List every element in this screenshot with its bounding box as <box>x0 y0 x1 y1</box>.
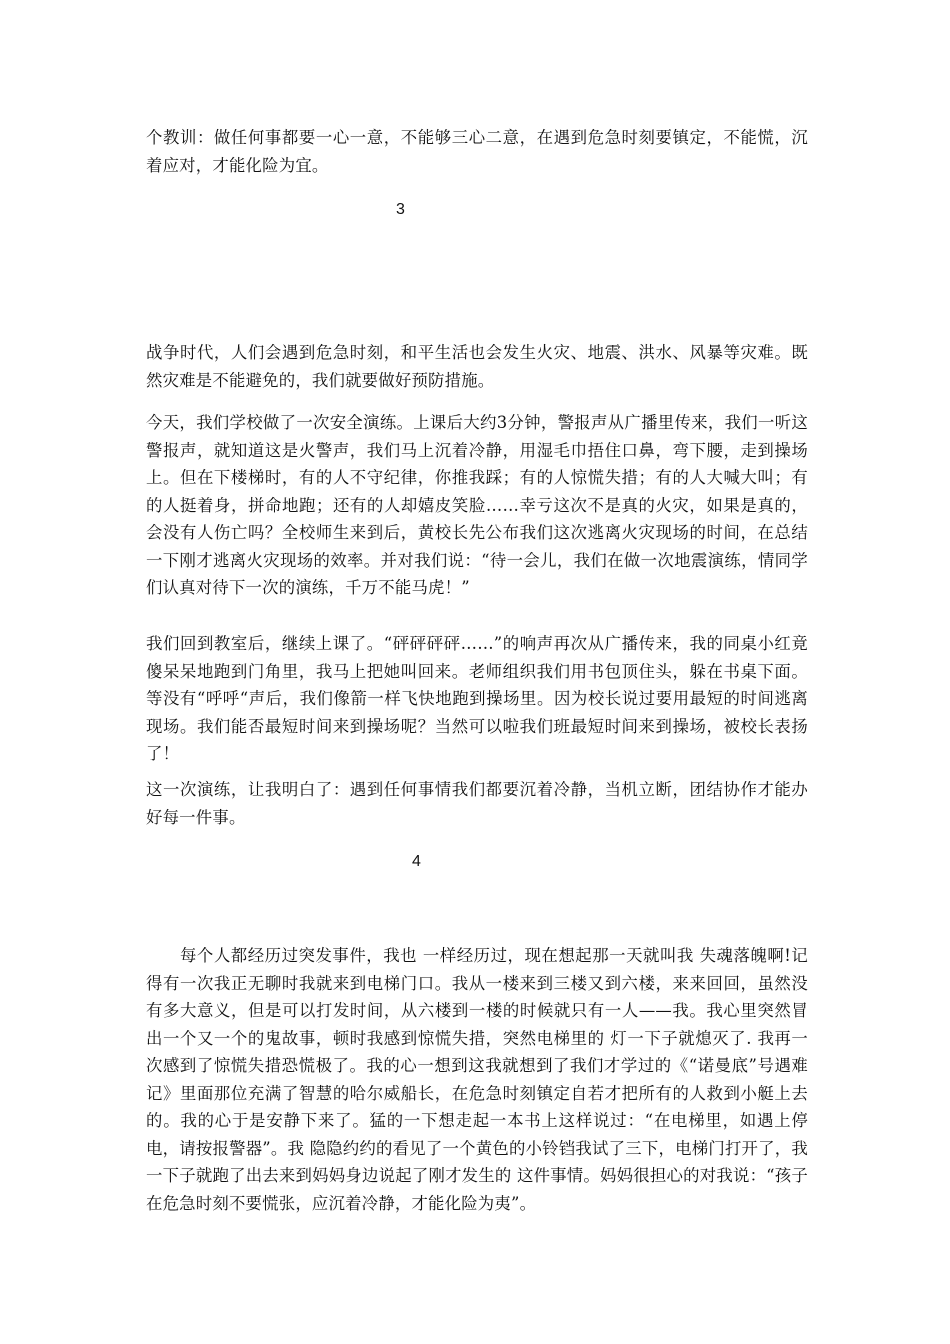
section3-paragraph-1: 战争时代，人们会遇到危急时刻，和平生活也会发生火灾、地震、洪水、风暴等灾难。既然灾难是不能避免的，我们就要做好预防措施。 <box>146 343 808 390</box>
section3-paragraph-3: 我们回到教室后，继续上课了。“砰砰砰砰……”的响声再次从广播传来，我的同桌小红竟傻呆呆地跑到门角里，我马上把她叫回来。老师组织我们用书包顶住头，躲在书桌下面。等没有“呼呼“声后，我们像箭一样飞快地跑到操场里。因为校长说过要用最短的时间逃离现场。我们能否最短时间来到操场呢？当然可以啦我们班最短时间来到操场，被校长表扬了！ <box>146 634 808 763</box>
section3-paragraph-2: 今天，我们学校做了一次安全演练。上课后大约3分钟，警报声从广播里传来，我们一听这警报声，就知道这是火警声，我们马上沉着冷静，用湿毛巾捂住口鼻，弯下腰，走到操场上。但在下楼梯时，有的人不守纪律，你推我踩；有的人惊慌失措；有的人大喊大叫；有的人挺着身，拼命地跑；还有的人却嬉皮笑脸……幸亏这次不是真的火灾，如果是真的，会没有人伤亡吗？全校师生来到后，黄校长先公布我们这次逃离火灾现场的时间，在总结一下刚才逃离火灾现场的效率。并对我们说：“待一会儿，我们在做一次地震演练，情同学们认真对待下一次的演练，千万不能马虎！” <box>146 413 808 597</box>
intro-paragraph: 个教训：做任何事都要一心一意，不能够三心二意，在遇到危急时刻要镇定，不能慌，沉着应对，才能化险为宜。 <box>146 128 808 175</box>
section-number-4: 4 <box>412 853 421 870</box>
section4-paragraph-1: 每个人都经历过突发事件，我也 一样经历过，现在想起那一天就叫我 失魂落魄啊!记得有一次我正无聊时我就来到电梯门口。我从一楼来到三楼又到六楼，来来回回，虽然没有多大意义，但是可以打发时间，从六楼到一楼的时候就只有一人——我。我心里突然冒出一个又一个的鬼故事，顿时我感到惊慌失措，突然电梯里的 灯一下子就熄灭了. 我再一次感到了惊慌失措恐慌极了。我的心一想到这我就想到了我们才学过的《“诺曼底”号遇难记》里面那位充满了智慧的哈尔威船长，在危急时刻镇定自若才把所有的人救到小艇上去的。我的心于是安静下来了。猛的一下想走起一本书上这样说过：“在电梯里，如遇上停电，请按报警器”。我 隐隐约约的看见了一个黄色的小铃铛我试了三下，电梯门打开了，我 一下子就跑了出去来到妈妈身边说起了刚才发生的 这件事情。妈妈很担心的对我说：“孩子在危急时刻不要慌张，应沉着冷静，才能化险为夷”。 <box>146 946 808 1213</box>
section3-paragraph-4: 这一次演练，让我明白了：遇到任何事情我们都要沉着冷静，当机立断，团结协作才能办好每一件事。 <box>146 780 808 827</box>
section-number-3: 3 <box>396 201 405 218</box>
